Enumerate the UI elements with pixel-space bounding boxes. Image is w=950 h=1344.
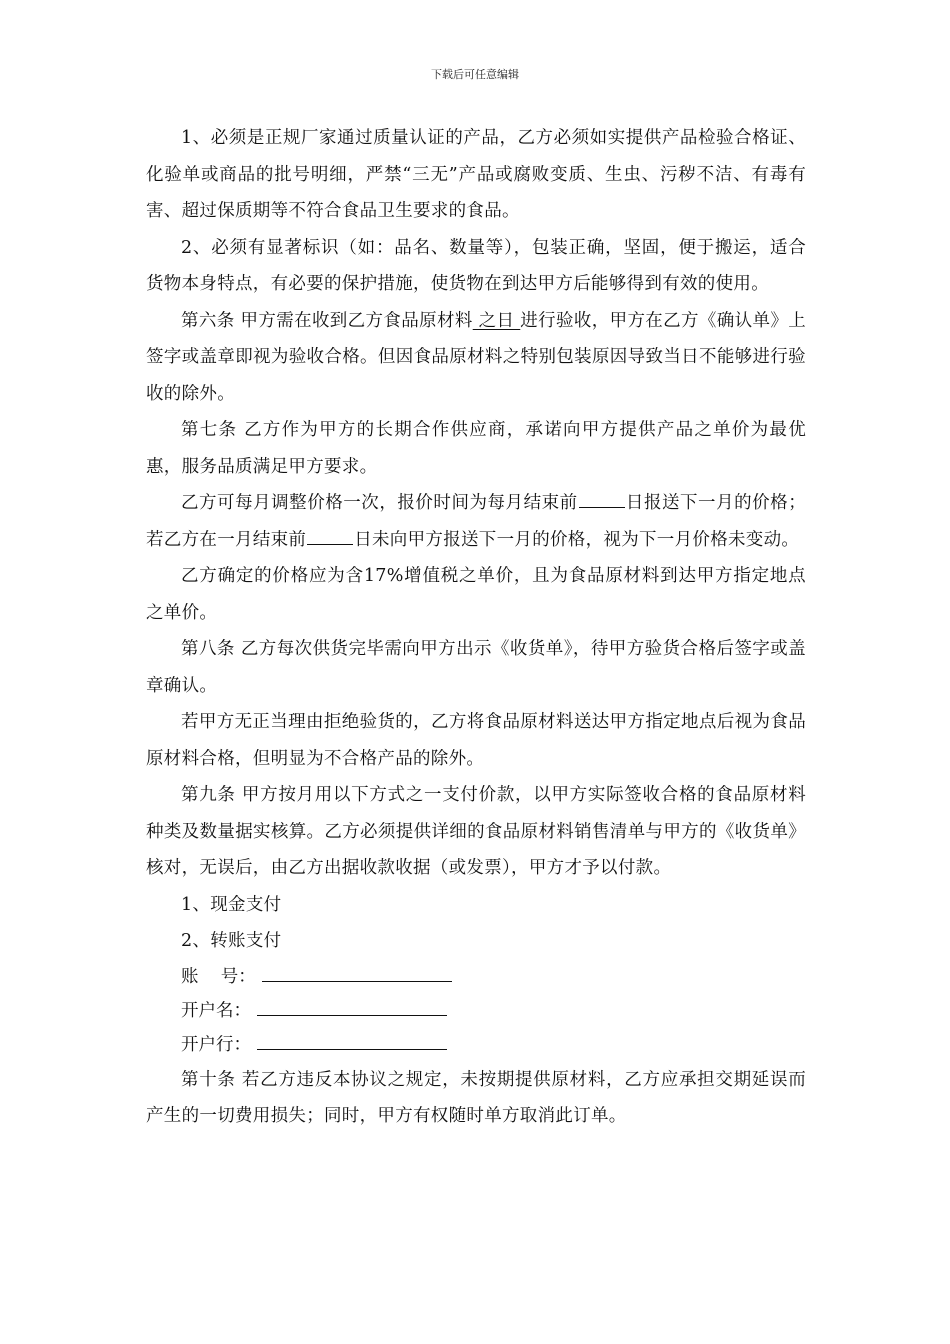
blank-days-1[interactable] bbox=[579, 506, 625, 508]
payment-transfer: 2、转账支付 bbox=[181, 931, 282, 951]
page-header-note: 下载后可任意编辑 bbox=[431, 68, 519, 81]
account-name-label: 开户名： bbox=[181, 1000, 251, 1021]
account-label: 账 号： bbox=[181, 966, 256, 987]
bank-label: 开户行： bbox=[181, 1034, 251, 1055]
field-bank bbox=[146, 1028, 806, 1062]
clause-packaging: 2、必须有显著标识（如：品名、数量等），包装正确，坚固，便于搬运，适合货物本身特点，有必要的保护措施，使货物在到达甲方后能够得到有效的使用。 bbox=[146, 237, 806, 294]
account-name-blank[interactable] bbox=[257, 1014, 447, 1016]
bank-blank[interactable] bbox=[257, 1048, 447, 1050]
article-9: 第九条 甲方按月用以下方式之一支付价款，以甲方实际签收合格的食品原材料种类及数量据实核算。乙方必须提供详细的食品原材料销售清单与甲方的《收货单》核对，无误后，由乙方出据收款收据（或发票），甲方才予以付款。 bbox=[146, 785, 806, 878]
article-6 bbox=[146, 303, 806, 413]
blank-days-2[interactable] bbox=[307, 543, 353, 545]
article-10: 第十条 若乙方违反本协议之规定，未按期提供原材料，乙方应承担交期延误而产生的一切费用损失；同时，甲方有权随时单方取消此订单。 bbox=[146, 1069, 806, 1126]
price-adjustment bbox=[146, 485, 806, 558]
payment-cash: 1、现金支付 bbox=[181, 894, 282, 915]
price-adjustment-part-a: 乙方可每月调整价格一次，报价时间为每月结束前 bbox=[181, 493, 578, 513]
clause-quality-cert: 1、必须是正规厂家通过质量认证的产品，乙方必须如实提供产品检验合格证、化验单或商品的批号明细，严禁“三无”产品或腐败变质、生虫、污秽不洁、有毒有害、超过保质期等不符合食品卫生要求的食品。 bbox=[146, 128, 806, 221]
account-blank[interactable] bbox=[262, 980, 452, 982]
price-adjustment-part-b: 日报送下一月的价格；若乙方在一月结束前 bbox=[146, 493, 806, 550]
field-account-name bbox=[146, 994, 806, 1028]
field-account bbox=[146, 960, 806, 994]
article-7: 第七条 乙方作为甲方的长期合作供应商，承诺向甲方提供产品之单价为最优惠，服务品质满足甲方要求。 bbox=[146, 420, 806, 477]
contract-body bbox=[146, 120, 806, 1135]
article-6-part-b: 进行验收，甲方在乙方《确认单》上签字或盖章即视为验收合格。但因食品原材料之特别包装原因导致当日不能够进行验收的除外。 bbox=[146, 310, 806, 404]
inspection-refusal: 若甲方无正当理由拒绝验货的，乙方将食品原材料送达甲方指定地点后视为食品原材料合格，但明显为不合格产品的除外。 bbox=[146, 712, 806, 769]
article-8: 第八条 乙方每次供货完毕需向甲方出示《收货单》，待甲方验货合格后签字或盖章确认。 bbox=[146, 639, 806, 696]
article-6-part-a: 第六条 甲方需在收到乙方食品原材料 bbox=[181, 310, 473, 331]
price-vat: 乙方确定的价格应为含17%增值税之单价，且为食品原材料到达甲方指定地点之单价。 bbox=[146, 566, 806, 623]
price-adjustment-part-c: 日未向甲方报送下一月的价格，视为下一月价格未变动。 bbox=[354, 529, 800, 550]
article-6-underlined-date: 之日 bbox=[472, 310, 521, 331]
